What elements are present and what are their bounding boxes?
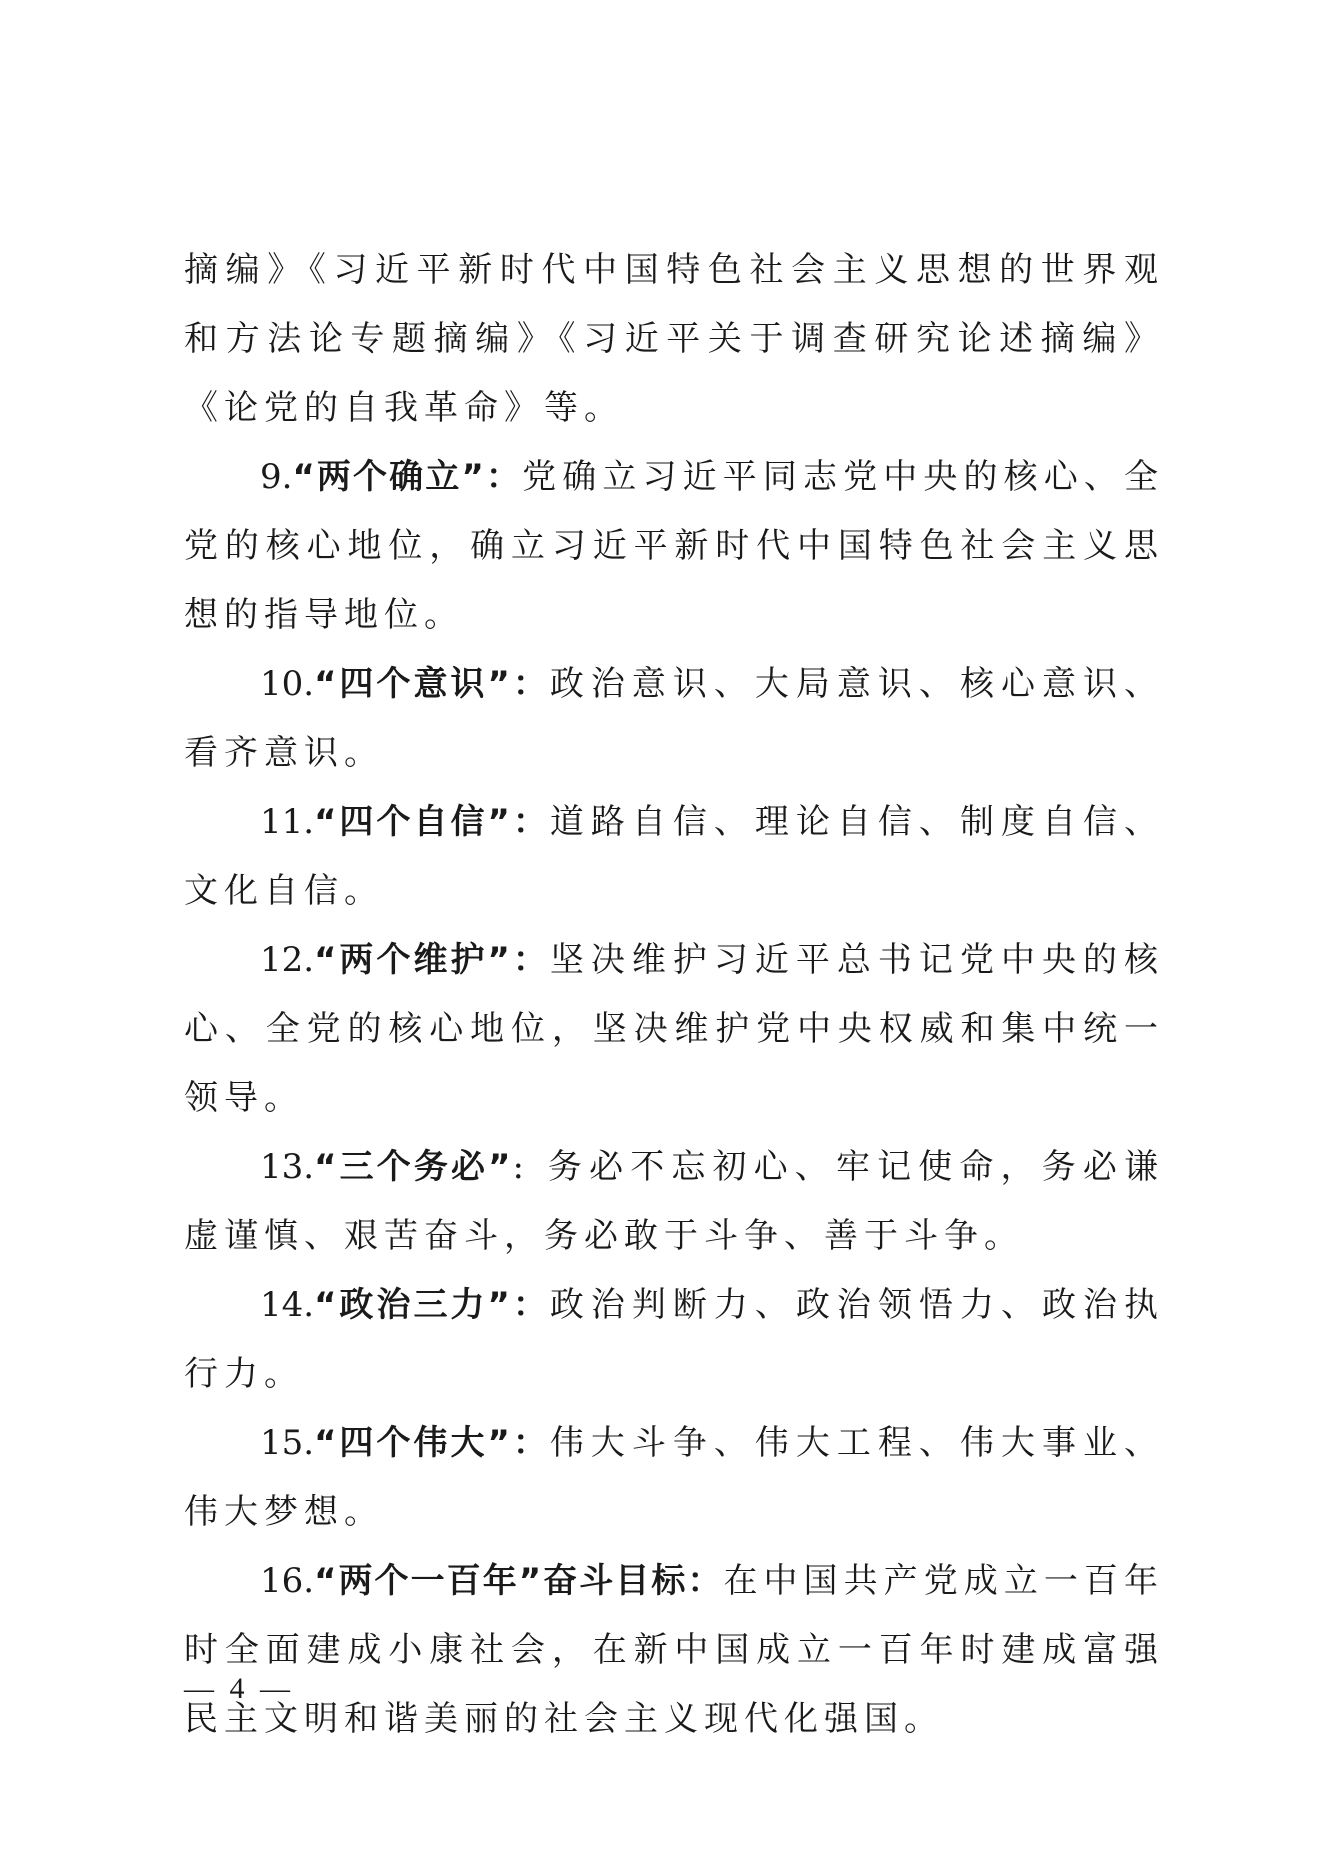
document-body — [184, 236, 1164, 1754]
item-text: 坚决维护习近平总书记党中央的核心、全党的核心地位，坚决维护党中央权威和集中统一领导。 — [184, 940, 1164, 1118]
item-number: 10. — [260, 664, 315, 704]
item-text: 伟大斗争、伟大工程、伟大事业、伟大梦想。 — [184, 1423, 1164, 1532]
page-number: — 4 — — [184, 1672, 294, 1705]
item-term: “四个意识”： — [314, 664, 550, 704]
item-term: “政治三力”： — [314, 1285, 550, 1325]
paragraph-item-10 — [184, 650, 1164, 788]
item-number: 14. — [260, 1285, 315, 1325]
paragraph-item-12 — [184, 926, 1164, 1133]
item-term: “四个伟大”： — [314, 1423, 550, 1463]
item-text: : 务必不忘初心、牢记使命，务必谦虚谨慎、艰苦奋斗，务必敢于斗争、善于斗争。 — [184, 1147, 1164, 1256]
paragraph-item-15 — [184, 1409, 1164, 1547]
item-number: 16. — [260, 1561, 315, 1601]
paragraph-item-9 — [184, 443, 1164, 650]
paragraph-item-13 — [184, 1133, 1164, 1271]
item-number: 11. — [260, 802, 315, 842]
item-term: “两个确立”： — [292, 457, 523, 497]
item-number: 9. — [260, 457, 293, 497]
paragraph-item-14 — [184, 1271, 1164, 1409]
item-term: “三个务必” — [314, 1147, 513, 1187]
item-text: 摘编》《习近平新时代中国特色社会主义思想的世界观和方法论专题摘编》《习近平关于调查研究论述摘编》《论党的自我革命》等。 — [184, 250, 1164, 428]
item-number: 13. — [260, 1147, 315, 1187]
item-term: “两个一百年”奋斗目标： — [314, 1561, 724, 1601]
item-number: 15. — [260, 1423, 315, 1463]
paragraph-continuation — [184, 236, 1164, 443]
item-text: 道路自信、理论自信、制度自信、文化自信。 — [184, 802, 1164, 911]
item-text: 政治意识、大局意识、核心意识、看齐意识。 — [184, 664, 1164, 773]
paragraph-item-11 — [184, 788, 1164, 926]
item-text: 党确立习近平同志党中央的核心、全党的核心地位，确立习近平新时代中国特色社会主义思想的指导地位。 — [184, 457, 1165, 635]
paragraph-item-16 — [184, 1547, 1164, 1754]
item-text: 政治判断力、政治领悟力、政治执行力。 — [184, 1285, 1164, 1394]
item-text: 在中国共产党成立一百年时全面建成小康社会，在新中国成立一百年时建成富强民主文明和谐美丽的社会主义现代化强国。 — [184, 1561, 1164, 1739]
item-number: 12. — [260, 940, 315, 980]
item-term: “两个维护”： — [314, 940, 550, 980]
item-term: “四个自信”： — [314, 802, 550, 842]
